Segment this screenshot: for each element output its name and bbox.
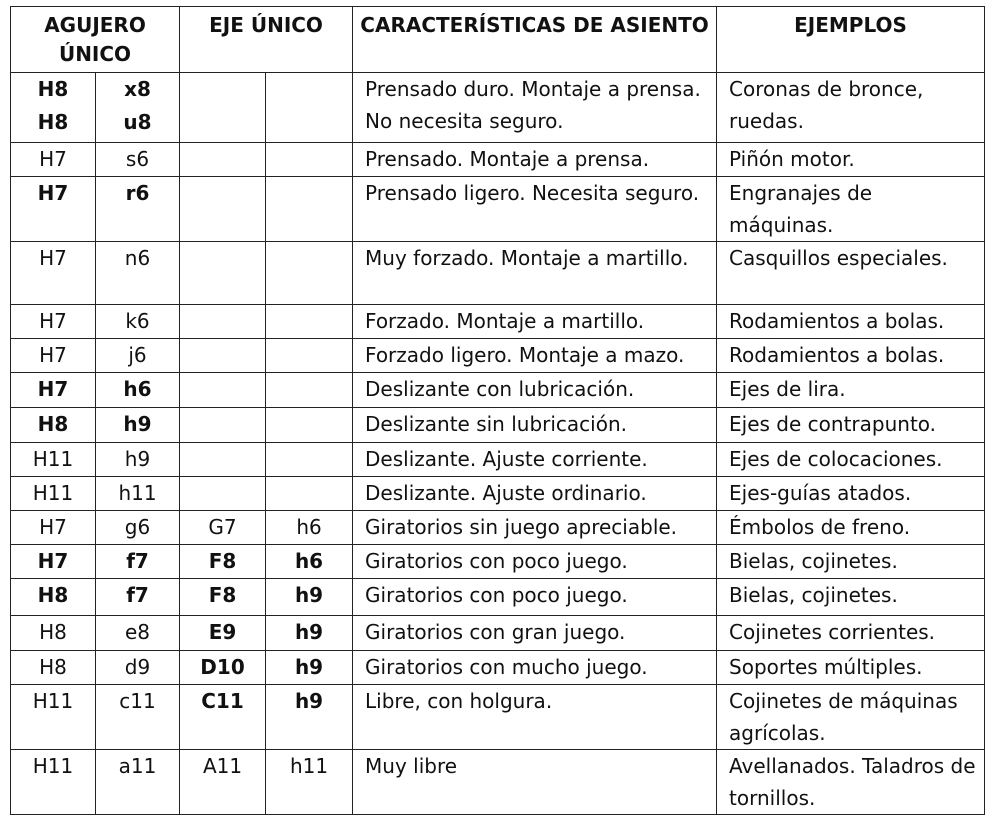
table-row (11, 408, 985, 443)
header-hole: AGUJERO ÚNICO (11, 7, 180, 73)
hole-basis-hole: H7 (11, 305, 96, 339)
hole-basis-shaft-line: u8 (123, 110, 152, 134)
table-row (11, 511, 985, 545)
table-row (11, 177, 985, 242)
fit-examples: Engranajes de máquinas. (717, 177, 985, 242)
fit-examples: Ejes-guías atados. (717, 477, 985, 511)
fit-examples: Ejes de lira. (717, 373, 985, 408)
fit-characteristics: Deslizante. Ajuste corriente. (353, 443, 717, 477)
shaft-basis-shaft: h11 (266, 750, 353, 815)
header-shaft: EJE ÚNICO (180, 7, 353, 73)
shaft-basis-shaft: h9 (266, 651, 353, 685)
table-row (11, 685, 985, 750)
fit-characteristics: Deslizante con lubricación. (353, 373, 717, 408)
shaft-basis-shaft: h6 (266, 511, 353, 545)
fit-characteristics: Giratorios con mucho juego. (353, 651, 717, 685)
fit-characteristics: Deslizante. Ajuste ordinario. (353, 477, 717, 511)
fit-examples: Piñón motor. (717, 143, 985, 177)
hole-basis-hole: H7 (11, 373, 96, 408)
hole-basis-hole: H7 (11, 242, 96, 305)
shaft-basis-hole: A11 (180, 750, 266, 815)
hole-basis-shaft: n6 (96, 242, 180, 305)
shaft-basis-hole (180, 177, 266, 242)
fit-examples: Rodamientos a bolas. (717, 339, 985, 373)
shaft-basis-hole (180, 242, 266, 305)
table-row (11, 305, 985, 339)
fit-examples: Émbolos de freno. (717, 511, 985, 545)
shaft-basis-hole (180, 305, 266, 339)
hole-basis-shaft-line: x8 (124, 77, 151, 101)
hole-basis-shaft (96, 73, 180, 143)
hole-basis-shaft: r6 (96, 177, 180, 242)
hole-basis-shaft: j6 (96, 339, 180, 373)
hole-basis-shaft: h9 (96, 408, 180, 443)
hole-basis-shaft: h9 (96, 443, 180, 477)
shaft-basis-hole: F8 (180, 545, 266, 579)
shaft-basis-shaft (266, 408, 353, 443)
fit-characteristics: Prensado ligero. Necesita seguro. (353, 177, 717, 242)
table-row (11, 242, 985, 305)
shaft-basis-hole (180, 339, 266, 373)
hole-basis-hole: H8 (11, 579, 96, 616)
fit-characteristics: Forzado. Montaje a martillo. (353, 305, 717, 339)
hole-basis-hole-line: H8 (37, 110, 69, 134)
fit-examples: Bielas, cojinetes. (717, 545, 985, 579)
fits-table (10, 6, 985, 815)
hole-basis-shaft: g6 (96, 511, 180, 545)
shaft-basis-shaft (266, 73, 353, 143)
fit-characteristics: Prensado. Montaje a prensa. (353, 143, 717, 177)
header-row (11, 7, 985, 73)
shaft-basis-shaft (266, 339, 353, 373)
hole-basis-hole: H7 (11, 143, 96, 177)
hole-basis-shaft: e8 (96, 616, 180, 651)
shaft-basis-hole (180, 443, 266, 477)
fit-characteristics: Forzado ligero. Montaje a mazo. (353, 339, 717, 373)
fit-examples: Ejes de colocaciones. (717, 443, 985, 477)
hole-basis-hole: H11 (11, 443, 96, 477)
table-row (11, 579, 985, 616)
shaft-basis-shaft: h9 (266, 616, 353, 651)
fit-characteristics: Giratorios con poco juego. (353, 579, 717, 616)
shaft-basis-shaft (266, 143, 353, 177)
fit-examples: Cojinetes de máquinas agrícolas. (717, 685, 985, 750)
shaft-basis-hole (180, 408, 266, 443)
fit-characteristics: Giratorios con poco juego. (353, 545, 717, 579)
table-row (11, 73, 985, 143)
table-body (11, 73, 985, 815)
table-row (11, 616, 985, 651)
table-row (11, 545, 985, 579)
shaft-basis-hole (180, 143, 266, 177)
hole-basis-hole: H8 (11, 651, 96, 685)
hole-basis-shaft: d9 (96, 651, 180, 685)
fit-examples: Avellanados. Taladros de tornillos. (717, 750, 985, 815)
fit-examples: Cojinetes corrientes. (717, 616, 985, 651)
shaft-basis-hole (180, 373, 266, 408)
fit-examples: Soportes múltiples. (717, 651, 985, 685)
fit-characteristics: Libre, con holgura. (353, 685, 717, 750)
fit-examples: Bielas, cojinetes. (717, 579, 985, 616)
shaft-basis-shaft (266, 443, 353, 477)
shaft-basis-hole (180, 477, 266, 511)
shaft-basis-shaft (266, 373, 353, 408)
table-row (11, 477, 985, 511)
fit-characteristics: Muy libre (353, 750, 717, 815)
hole-basis-shaft: c11 (96, 685, 180, 750)
fit-examples: Rodamientos a bolas. (717, 305, 985, 339)
table-row (11, 373, 985, 408)
hole-basis-hole: H7 (11, 177, 96, 242)
header-characteristics: CARACTERÍSTICAS DE ASIENTO (353, 7, 717, 73)
hole-basis-hole: H8 (11, 616, 96, 651)
hole-basis-hole: H11 (11, 685, 96, 750)
shaft-basis-hole: D10 (180, 651, 266, 685)
hole-basis-hole: H7 (11, 545, 96, 579)
shaft-basis-shaft (266, 305, 353, 339)
hole-basis-shaft: h11 (96, 477, 180, 511)
shaft-basis-hole: E9 (180, 616, 266, 651)
header-examples: EJEMPLOS (717, 7, 985, 73)
shaft-basis-shaft (266, 242, 353, 305)
shaft-basis-shaft: h9 (266, 579, 353, 616)
fit-examples: Ejes de contrapunto. (717, 408, 985, 443)
fit-examples: Coronas de bronce, ruedas. (717, 73, 985, 143)
hole-basis-shaft: k6 (96, 305, 180, 339)
fit-characteristics: Giratorios sin juego apreciable. (353, 511, 717, 545)
fit-characteristics: Muy forzado. Montaje a martillo. (353, 242, 717, 305)
shaft-basis-shaft (266, 477, 353, 511)
fit-characteristics: Giratorios con gran juego. (353, 616, 717, 651)
fit-examples: Casquillos especiales. (717, 242, 985, 305)
hole-basis-hole: H8 (11, 408, 96, 443)
shaft-basis-hole: F8 (180, 579, 266, 616)
hole-basis-hole: H7 (11, 339, 96, 373)
hole-basis-hole-line: H8 (37, 77, 69, 101)
hole-basis-shaft: h6 (96, 373, 180, 408)
fit-characteristics: Deslizante sin lubricación. (353, 408, 717, 443)
shaft-basis-shaft: h6 (266, 545, 353, 579)
shaft-basis-hole: G7 (180, 511, 266, 545)
hole-basis-shaft: s6 (96, 143, 180, 177)
hole-basis-shaft: f7 (96, 545, 180, 579)
hole-basis-shaft: f7 (96, 579, 180, 616)
table-row (11, 750, 985, 815)
shaft-basis-shaft: h9 (266, 685, 353, 750)
hole-basis-hole: H7 (11, 511, 96, 545)
table-row (11, 443, 985, 477)
table-row (11, 339, 985, 373)
fit-characteristics: Prensado duro. Montaje a prensa. No necesita seguro. (353, 73, 717, 143)
hole-basis-hole: H11 (11, 750, 96, 815)
shaft-basis-shaft (266, 177, 353, 242)
hole-basis-hole: H11 (11, 477, 96, 511)
table-row (11, 143, 985, 177)
table-row (11, 651, 985, 685)
hole-basis-shaft: a11 (96, 750, 180, 815)
shaft-basis-hole (180, 73, 266, 143)
hole-basis-hole (11, 73, 96, 143)
shaft-basis-hole: C11 (180, 685, 266, 750)
